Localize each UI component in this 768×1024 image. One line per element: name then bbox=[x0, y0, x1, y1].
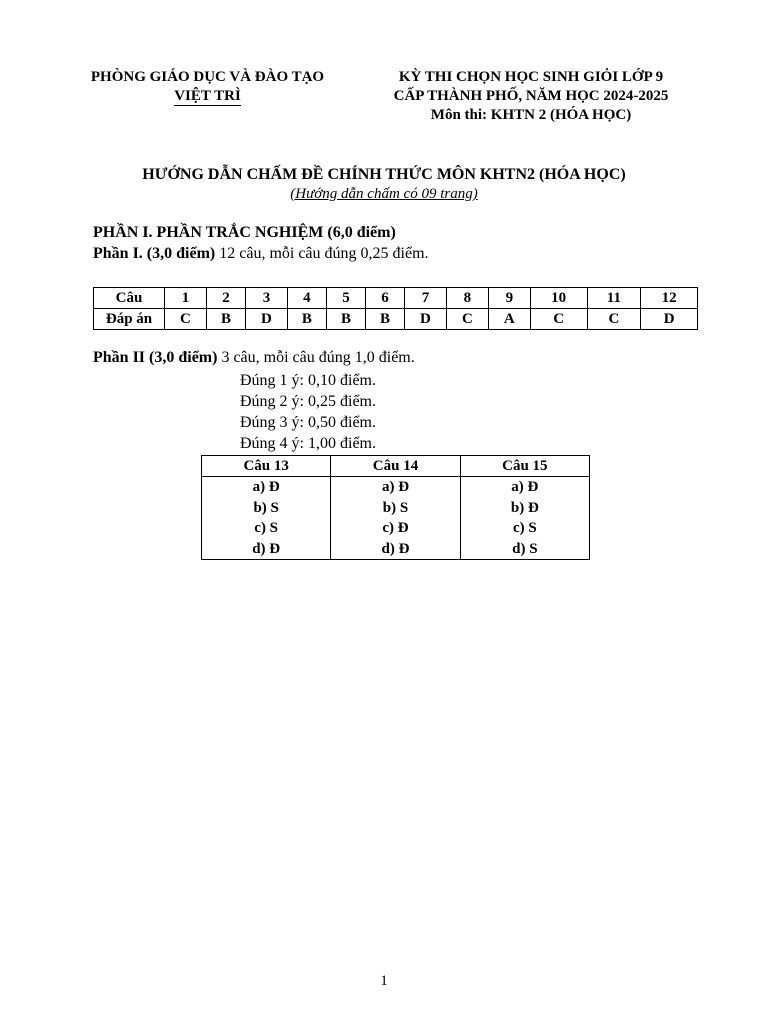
question-number: 9 bbox=[488, 288, 530, 309]
question-number: 7 bbox=[404, 288, 446, 309]
table-cell: b) Đ bbox=[460, 498, 589, 519]
scoring-rule: Đúng 1 ý: 0,10 điểm. bbox=[240, 372, 376, 389]
table-row bbox=[202, 477, 590, 498]
table-cell: c) S bbox=[460, 518, 589, 539]
answer-cell: B bbox=[287, 309, 326, 330]
answer-table-part2 bbox=[201, 455, 590, 560]
header-right bbox=[368, 68, 694, 125]
table-row bbox=[202, 539, 590, 560]
department-name: PHÒNG GIÁO DỤC VÀ ĐÀO TẠO bbox=[90, 69, 325, 85]
district-name: VIỆT TRÌ bbox=[174, 88, 241, 104]
answer-cell: B bbox=[206, 309, 245, 330]
answer-cell: C bbox=[587, 309, 641, 330]
column-header: Câu 14 bbox=[331, 456, 460, 477]
answer-cell: D bbox=[641, 309, 698, 330]
exam-level: CẤP THÀNH PHỐ, NĂM HỌC 2024-2025 bbox=[393, 88, 669, 104]
table-cell: a) Đ bbox=[460, 477, 589, 498]
table-header-row bbox=[202, 456, 590, 477]
table-row bbox=[202, 498, 590, 519]
part1-description bbox=[93, 245, 429, 263]
answer-row-label: Đáp án bbox=[94, 309, 165, 330]
table-cell: a) Đ bbox=[331, 477, 460, 498]
table-cell: c) Đ bbox=[331, 518, 460, 539]
answer-cell: C bbox=[446, 309, 488, 330]
answer-cell: B bbox=[365, 309, 404, 330]
answer-cell: C bbox=[530, 309, 587, 330]
answer-cell: D bbox=[404, 309, 446, 330]
table-cell: d) Đ bbox=[202, 539, 331, 560]
answer-cell: D bbox=[245, 309, 287, 330]
table-cell: b) S bbox=[331, 498, 460, 519]
question-number: 4 bbox=[287, 288, 326, 309]
document-title: HƯỚNG DẪN CHẤM ĐỀ CHÍNH THỨC MÔN KHTN2 (HÓA HỌC) bbox=[142, 166, 626, 183]
subtitle-text: (Hướng dẫn chấm có 09 trang) bbox=[290, 186, 478, 202]
part1-section-text: 12 câu, mỗi câu đúng 0,25 điểm. bbox=[215, 245, 429, 262]
scoring-rule: Đúng 3 ý: 0,50 điểm. bbox=[240, 414, 376, 431]
exam-name: KỲ THI CHỌN HỌC SINH GIỎI LỚP 9 bbox=[398, 69, 664, 85]
part1-section-label: Phần I. (3,0 điểm) bbox=[93, 245, 216, 262]
answer-row bbox=[94, 309, 698, 330]
exam-subject: Môn thi: KHTN 2 (HÓA HỌC) bbox=[430, 107, 632, 123]
column-header: Câu 15 bbox=[460, 456, 589, 477]
question-number: 8 bbox=[446, 288, 488, 309]
question-number: 6 bbox=[365, 288, 404, 309]
answer-cell: A bbox=[488, 309, 530, 330]
scoring-rule: Đúng 4 ý: 1,00 điểm. bbox=[240, 435, 376, 452]
table-row bbox=[202, 518, 590, 539]
part2-section-text: 3 câu, mỗi câu đúng 1,0 điểm. bbox=[217, 349, 415, 366]
document-subtitle bbox=[0, 185, 768, 204]
question-number: 1 bbox=[165, 288, 207, 309]
column-header: Câu 13 bbox=[202, 456, 331, 477]
part2-description bbox=[93, 349, 415, 367]
question-number: 5 bbox=[326, 288, 365, 309]
question-row bbox=[94, 288, 698, 309]
page-number: 1 bbox=[380, 973, 388, 989]
question-row-label: Câu bbox=[94, 288, 165, 309]
part2-section-label: Phần II (3,0 điểm) bbox=[93, 349, 218, 366]
question-number: 12 bbox=[641, 288, 698, 309]
table-cell: d) S bbox=[460, 539, 589, 560]
question-number: 2 bbox=[206, 288, 245, 309]
table-cell: d) Đ bbox=[331, 539, 460, 560]
answer-cell: C bbox=[165, 309, 207, 330]
answer-cell: B bbox=[326, 309, 365, 330]
answer-table-part1 bbox=[93, 287, 698, 330]
question-number: 11 bbox=[587, 288, 641, 309]
table-cell: a) Đ bbox=[202, 477, 331, 498]
header-left bbox=[70, 68, 345, 106]
question-number: 10 bbox=[530, 288, 587, 309]
table-cell: c) S bbox=[202, 518, 331, 539]
part1-heading: PHẦN I. PHẦN TRẮC NGHIỆM (6,0 điểm) bbox=[93, 224, 396, 241]
scoring-rule: Đúng 2 ý: 0,25 điểm. bbox=[240, 393, 376, 410]
table-cell: b) S bbox=[202, 498, 331, 519]
question-number: 3 bbox=[245, 288, 287, 309]
